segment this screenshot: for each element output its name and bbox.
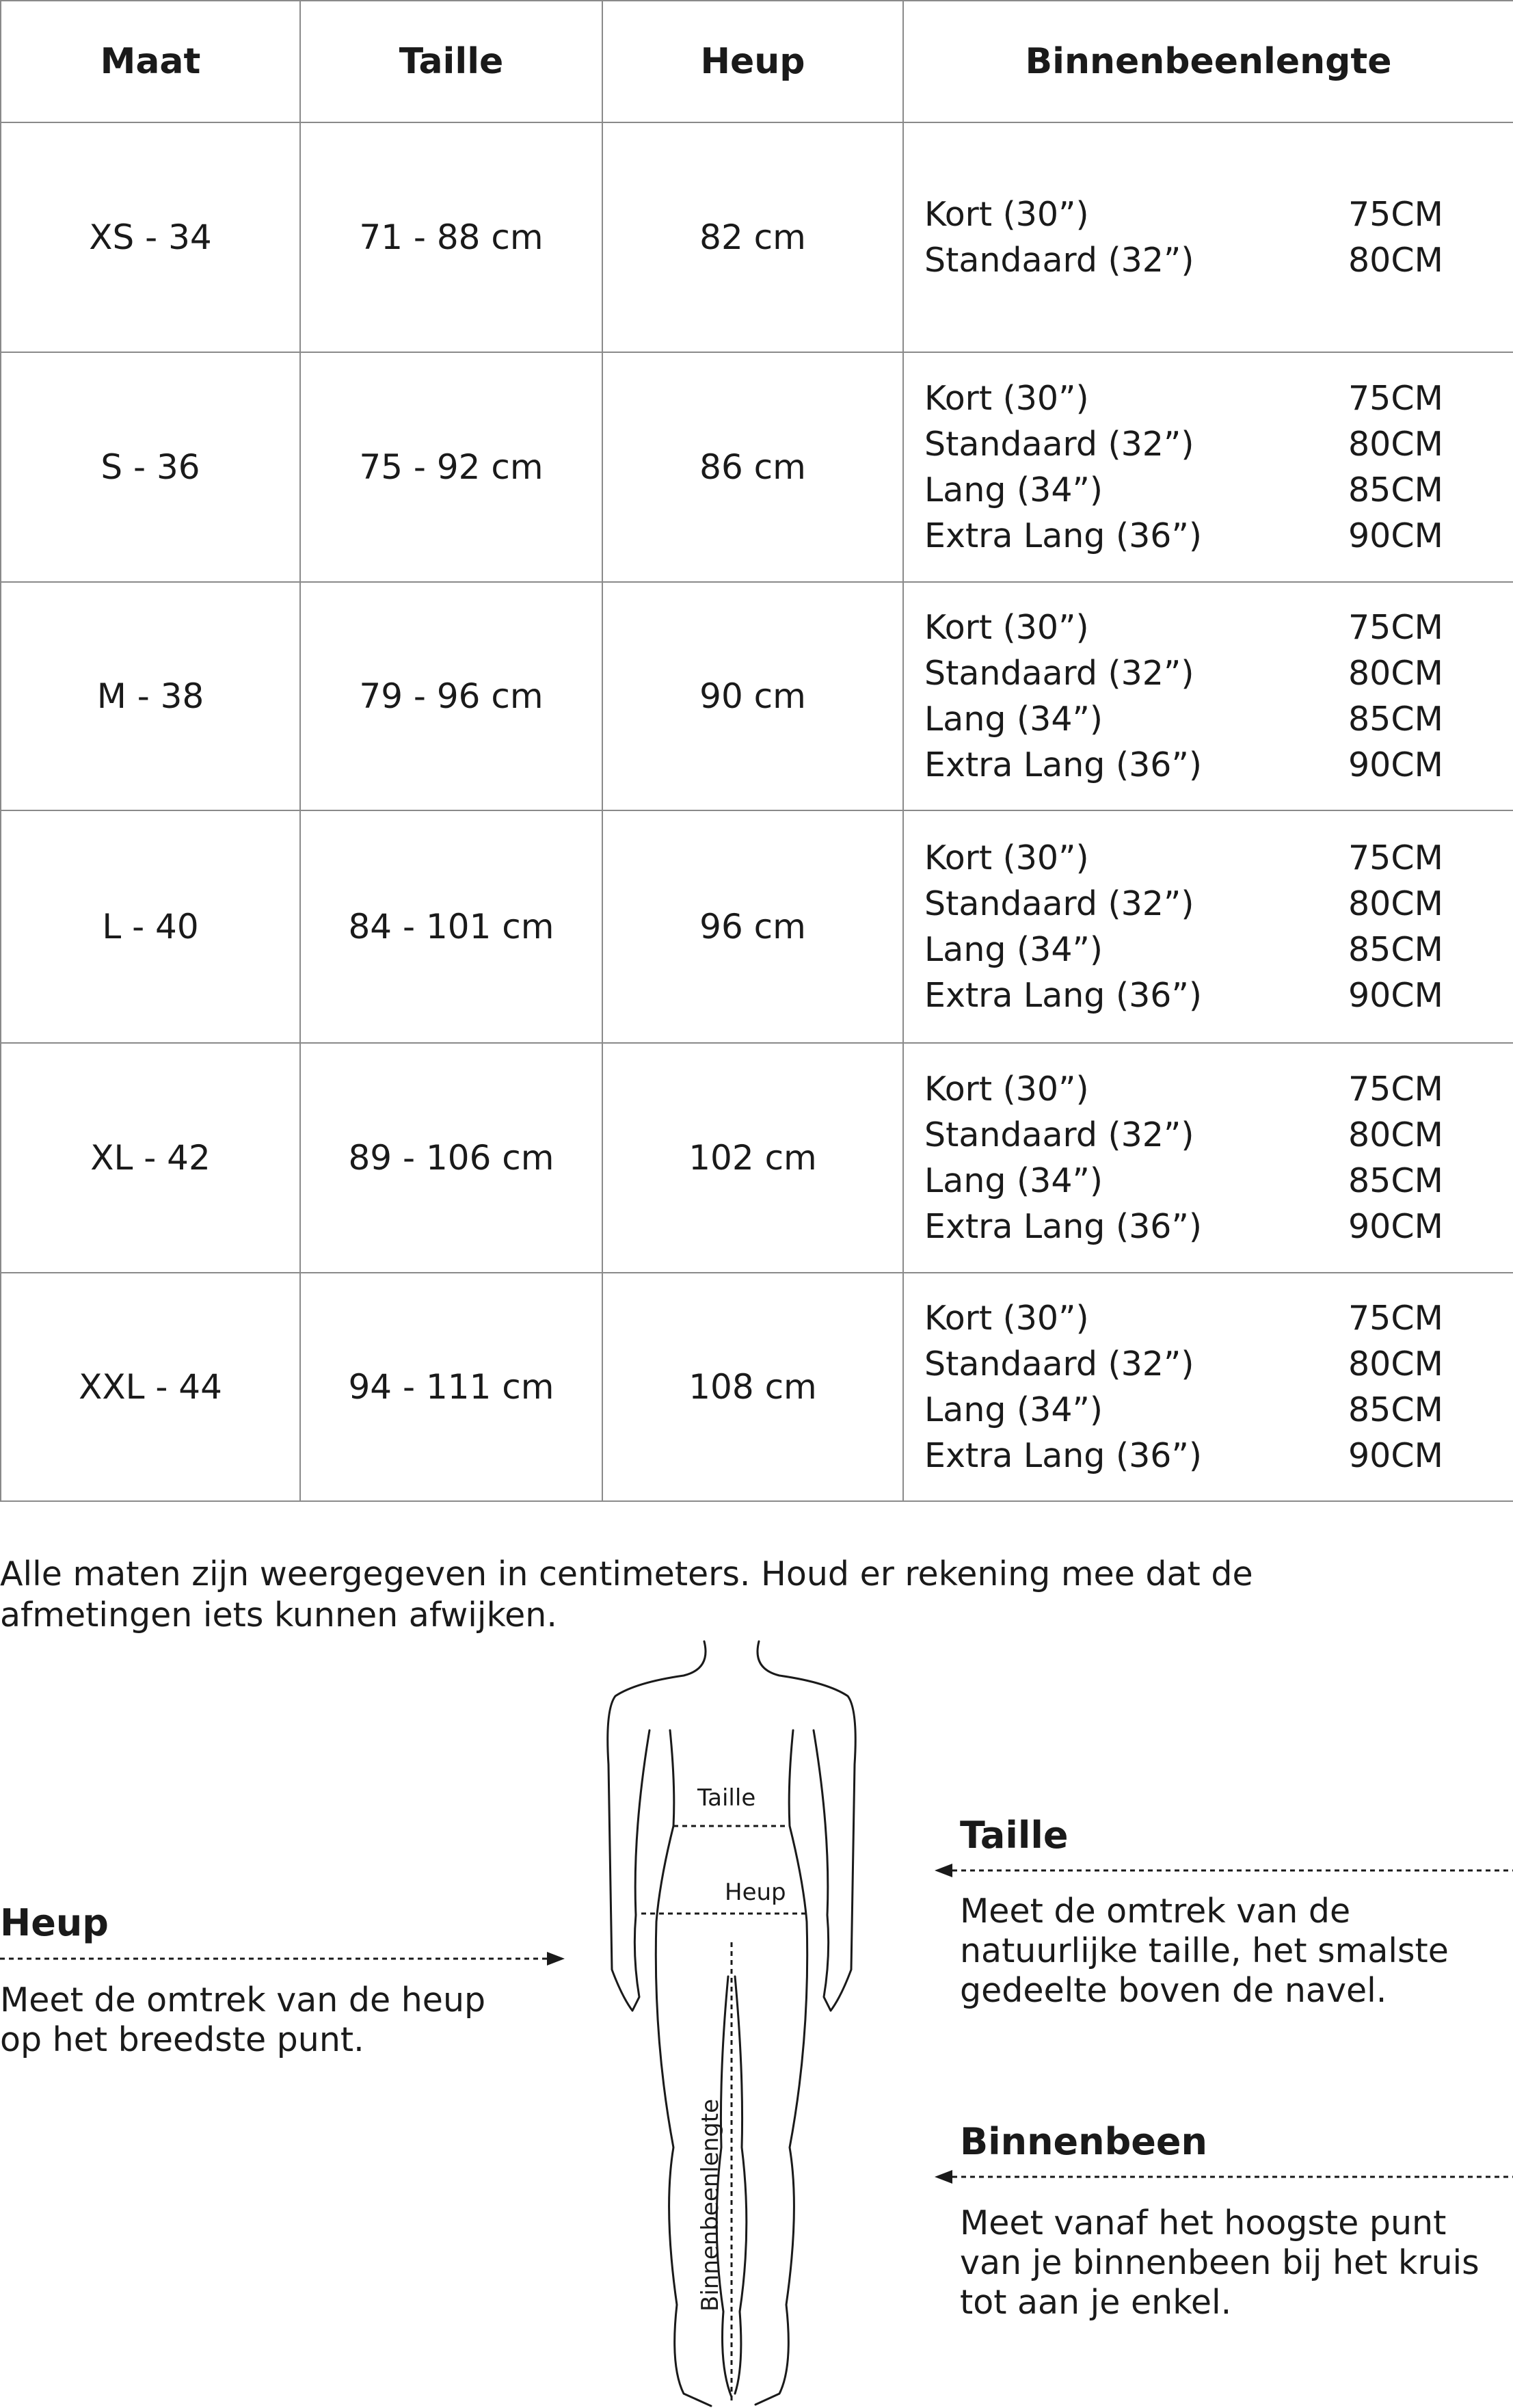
inseam-option-label: Lang (34”)	[924, 930, 1103, 969]
table-row	[1, 1043, 1513, 1273]
inseam-option-value: 85CM	[1348, 930, 1443, 969]
waist-cell: 89 - 106 cm	[300, 1043, 602, 1273]
inseam-option-label: Extra Lang (36”)	[924, 1436, 1202, 1475]
inseam-option-value: 75CM	[1348, 608, 1443, 647]
note-line-1: Alle maten zijn weergegeven in centimeters. Houd er rekening mee dat de	[0, 1554, 1253, 1593]
inseam-option	[924, 605, 1451, 650]
inseam-option-value: 85CM	[1348, 700, 1443, 739]
inseam-option	[924, 1204, 1451, 1249]
inseam-option-value: 75CM	[1348, 1070, 1443, 1109]
inseam-option	[924, 835, 1451, 881]
inseam-option-value: 80CM	[1348, 425, 1443, 464]
inseam-option-label: Kort (30”)	[924, 1299, 1089, 1338]
inseam-cell	[903, 810, 1513, 1043]
inseam-option-label: Standaard (32”)	[924, 1345, 1194, 1384]
inseam-option-value: 85CM	[1348, 471, 1443, 510]
inseam-option-value: 80CM	[1348, 241, 1443, 280]
waist-title: Taille	[960, 1814, 1069, 1857]
waist-description-line-2: natuurlijke taille, het smalste	[960, 1931, 1449, 1970]
note-line-2: afmetingen iets kunnen afwijken.	[0, 1596, 557, 1635]
waist-cell: 84 - 101 cm	[300, 810, 602, 1043]
hip-description-line-1: Meet de omtrek van de heup	[0, 1981, 486, 2020]
size-cell: XXL - 44	[1, 1273, 300, 1501]
inseam-option-label: Lang (34”)	[924, 1390, 1103, 1429]
figure-hip-label: Heup	[725, 1879, 786, 1906]
inseam-option-label: Standaard (32”)	[924, 1115, 1194, 1154]
inseam-option-label: Kort (30”)	[924, 1070, 1089, 1109]
inseam-option-label: Standaard (32”)	[924, 241, 1194, 280]
hip-description-line-2: op het breedste punt.	[0, 2020, 364, 2059]
table-row	[1, 582, 1513, 810]
waist-cell: 75 - 92 cm	[300, 352, 602, 582]
hip-cell: 108 cm	[602, 1273, 903, 1501]
size-cell: M - 38	[1, 582, 300, 810]
inseam-option-label: Kort (30”)	[924, 838, 1089, 877]
inseam-option-label: Lang (34”)	[924, 471, 1103, 510]
inseam-option	[924, 973, 1451, 1018]
inseam-option-value: 80CM	[1348, 654, 1443, 693]
inseam-cell	[903, 122, 1513, 352]
inseam-option	[924, 1158, 1451, 1204]
waist-arrow-icon	[933, 1860, 1513, 1881]
hip-description	[0, 1981, 485, 2060]
inseam-option	[924, 1066, 1451, 1112]
inseam-option-label: Extra Lang (36”)	[924, 745, 1202, 784]
header-size: Maat	[1, 1, 300, 122]
inseam-option	[924, 421, 1451, 467]
inseam-option-value: 90CM	[1348, 1207, 1443, 1246]
hip-cell: 102 cm	[602, 1043, 903, 1273]
inseam-option	[924, 696, 1451, 742]
table-row	[1, 810, 1513, 1043]
table-row	[1, 352, 1513, 582]
inseam-description-line-3: tot aan je enkel.	[960, 2283, 1232, 2322]
inseam-description	[960, 2204, 1479, 2323]
inseam-option-label: Extra Lang (36”)	[924, 976, 1202, 1015]
hip-arrow-icon	[0, 1948, 567, 1969]
inseam-option-label: Standaard (32”)	[924, 884, 1194, 923]
inseam-option-label: Lang (34”)	[924, 1161, 1103, 1200]
inseam-title: Binnenbeen	[960, 2120, 1207, 2163]
inseam-option-value: 80CM	[1348, 1115, 1443, 1154]
table-header-row	[1, 1, 1513, 122]
inseam-option	[924, 1387, 1451, 1433]
inseam-option-label: Kort (30”)	[924, 195, 1089, 234]
waist-description-line-1: Meet de omtrek van de	[960, 1892, 1351, 1931]
hip-title: Heup	[0, 1901, 109, 1944]
inseam-option-label: Standaard (32”)	[924, 425, 1194, 464]
inseam-option-value: 85CM	[1348, 1390, 1443, 1429]
inseam-option-label: Extra Lang (36”)	[924, 516, 1202, 555]
inseam-option-value: 75CM	[1348, 379, 1443, 418]
hip-cell: 82 cm	[602, 122, 903, 352]
figure-waist-label: Taille	[697, 1784, 756, 1812]
inseam-cell	[903, 1273, 1513, 1501]
inseam-option-label: Kort (30”)	[924, 608, 1089, 647]
inseam-cell	[903, 352, 1513, 582]
hip-cell: 90 cm	[602, 582, 903, 810]
inseam-option-value: 90CM	[1348, 1436, 1443, 1475]
inseam-option-value: 75CM	[1348, 1299, 1443, 1338]
waist-description	[960, 1892, 1449, 2011]
inseam-description-line-1: Meet vanaf het hoogste punt	[960, 2204, 1447, 2242]
inseam-option-label: Kort (30”)	[924, 379, 1089, 418]
inseam-option-value: 80CM	[1348, 1345, 1443, 1384]
header-waist: Taille	[300, 1, 602, 122]
inseam-option	[924, 1295, 1451, 1341]
waist-cell: 94 - 111 cm	[300, 1273, 602, 1501]
inseam-option	[924, 513, 1451, 559]
inseam-option-value: 75CM	[1348, 195, 1443, 234]
inseam-option-value: 90CM	[1348, 516, 1443, 555]
table-row	[1, 122, 1513, 352]
body-figure-illustration	[595, 1628, 868, 2408]
size-cell: XS - 34	[1, 122, 300, 352]
inseam-option	[924, 742, 1451, 788]
waist-cell: 79 - 96 cm	[300, 582, 602, 810]
inseam-option	[924, 927, 1451, 973]
hip-cell: 96 cm	[602, 810, 903, 1043]
size-cell: XL - 42	[1, 1043, 300, 1273]
header-inseam: Binnenbeenlengte	[903, 1, 1513, 122]
inseam-option	[924, 1341, 1451, 1387]
measurement-note	[0, 1554, 1367, 1636]
inseam-option-value: 90CM	[1348, 976, 1443, 1015]
inseam-option	[924, 1112, 1451, 1158]
inseam-option-value: 75CM	[1348, 838, 1443, 877]
inseam-option	[924, 237, 1451, 283]
inseam-option	[924, 881, 1451, 927]
inseam-option-label: Lang (34”)	[924, 700, 1103, 739]
header-hip: Heup	[602, 1, 903, 122]
inseam-option	[924, 650, 1451, 696]
inseam-cell	[903, 582, 1513, 810]
inseam-description-line-2: van je binnenbeen bij het kruis	[960, 2243, 1479, 2282]
table-row	[1, 1273, 1513, 1501]
inseam-option-value: 90CM	[1348, 745, 1443, 784]
waist-description-line-3: gedeelte boven de navel.	[960, 1971, 1387, 2010]
size-cell: S - 36	[1, 352, 300, 582]
inseam-cell	[903, 1043, 1513, 1273]
inseam-option	[924, 1433, 1451, 1479]
inseam-arrow-icon	[933, 2167, 1513, 2187]
inseam-option	[924, 375, 1451, 421]
inseam-option-label: Standaard (32”)	[924, 654, 1194, 693]
figure-inseam-label: Binnenbeenlengte	[697, 2098, 724, 2312]
inseam-option	[924, 191, 1451, 237]
inseam-option	[924, 467, 1451, 513]
inseam-option-label: Extra Lang (36”)	[924, 1207, 1202, 1246]
size-cell: L - 40	[1, 810, 300, 1043]
hip-cell: 86 cm	[602, 352, 903, 582]
inseam-option-value: 80CM	[1348, 884, 1443, 923]
inseam-option-value: 85CM	[1348, 1161, 1443, 1200]
waist-cell: 71 - 88 cm	[300, 122, 602, 352]
